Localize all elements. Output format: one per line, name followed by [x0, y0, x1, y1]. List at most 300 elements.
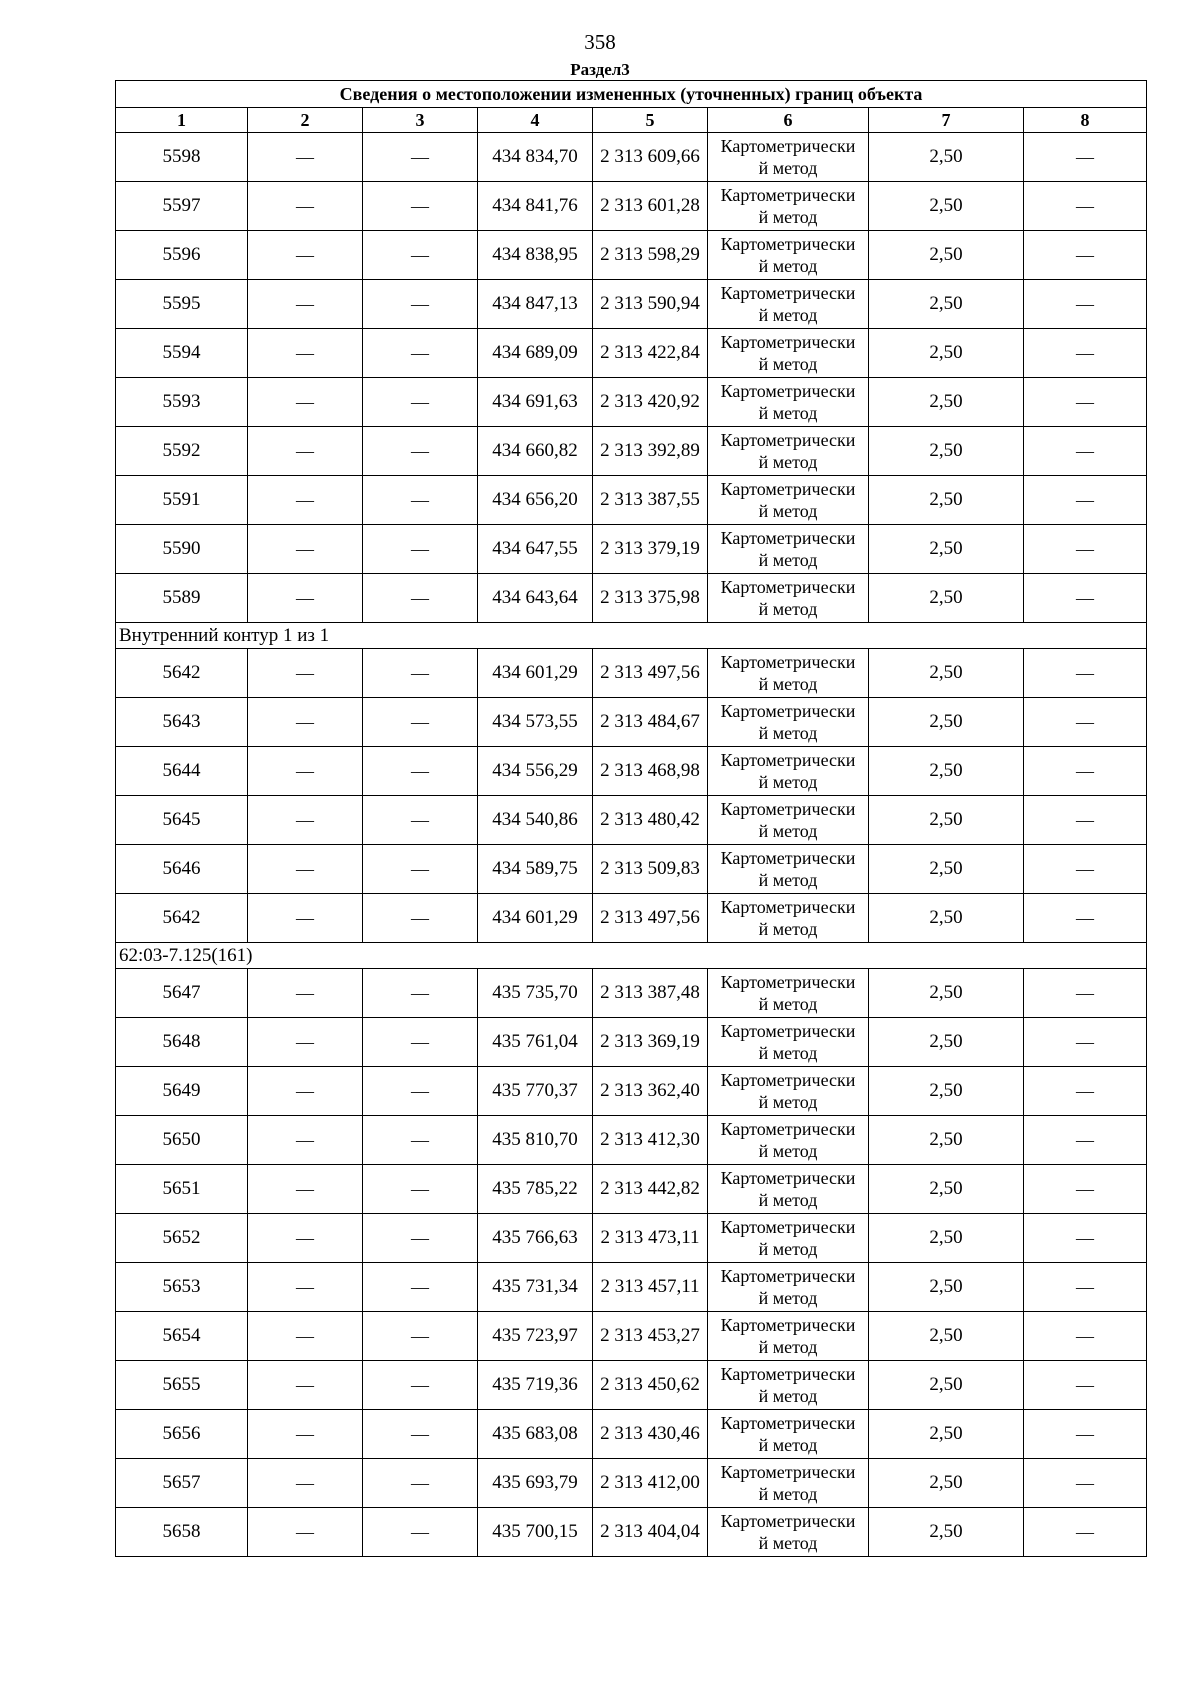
table-row: [116, 329, 1147, 378]
x-coordinate-cell: 434 691,63: [478, 378, 593, 427]
table-row: [116, 747, 1147, 796]
method-text-line2: й метод: [758, 452, 818, 472]
dash-cell: —: [1024, 1361, 1147, 1410]
method-text-line2: й метод: [758, 403, 818, 423]
dash-cell: —: [363, 525, 478, 574]
point-number-cell: 5650: [116, 1116, 248, 1165]
dash-cell: —: [248, 1018, 363, 1067]
method-text-line2: й метод: [758, 723, 818, 743]
method-text-line1: Картометрически: [720, 479, 856, 499]
method-text-line1: Картометрически: [720, 1217, 856, 1237]
y-coordinate-cell: 2 313 369,19: [593, 1018, 708, 1067]
y-coordinate-cell: 2 313 509,83: [593, 845, 708, 894]
method-cell: [708, 1067, 869, 1116]
dash-cell: —: [363, 1459, 478, 1508]
point-number-cell: 5592: [116, 427, 248, 476]
x-coordinate-cell: 435 723,97: [478, 1312, 593, 1361]
table-row: [116, 1165, 1147, 1214]
y-coordinate-cell: 2 313 379,19: [593, 525, 708, 574]
dash-cell: —: [248, 796, 363, 845]
method-text-line2: й метод: [758, 994, 818, 1014]
method-text-line2: й метод: [758, 1141, 818, 1161]
contour-group-row: [116, 943, 1147, 969]
method-cell: [708, 231, 869, 280]
method-text-line1: Картометрически: [720, 234, 856, 254]
dash-cell: —: [363, 1410, 478, 1459]
y-coordinate-cell: 2 313 480,42: [593, 796, 708, 845]
point-number-cell: 5642: [116, 649, 248, 698]
method-cell: [708, 476, 869, 525]
point-number-cell: 5648: [116, 1018, 248, 1067]
accuracy-cell: 2,50: [869, 1508, 1024, 1557]
dash-cell: —: [248, 231, 363, 280]
y-coordinate-cell: 2 313 404,04: [593, 1508, 708, 1557]
table-row: [116, 1263, 1147, 1312]
column-number: 6: [708, 108, 869, 133]
dash-cell: —: [363, 845, 478, 894]
method-text-line1: Картометрически: [720, 1168, 856, 1188]
dash-cell: —: [248, 845, 363, 894]
point-number-cell: 5590: [116, 525, 248, 574]
accuracy-cell: 2,50: [869, 1116, 1024, 1165]
dash-cell: —: [363, 1361, 478, 1410]
dash-cell: —: [248, 182, 363, 231]
method-text-line2: й метод: [758, 919, 818, 939]
method-text-line2: й метод: [758, 1484, 818, 1504]
dash-cell: —: [1024, 698, 1147, 747]
x-coordinate-cell: 434 660,82: [478, 427, 593, 476]
table-row: [116, 845, 1147, 894]
dash-cell: —: [1024, 574, 1147, 623]
method-cell: [708, 1116, 869, 1165]
accuracy-cell: 2,50: [869, 1459, 1024, 1508]
dash-cell: —: [363, 1508, 478, 1557]
y-coordinate-cell: 2 313 362,40: [593, 1067, 708, 1116]
dash-cell: —: [1024, 1165, 1147, 1214]
dash-cell: —: [363, 649, 478, 698]
table-row: [116, 427, 1147, 476]
point-number-cell: 5643: [116, 698, 248, 747]
method-text-line2: й метод: [758, 207, 818, 227]
column-number: 5: [593, 108, 708, 133]
method-cell: [708, 796, 869, 845]
x-coordinate-cell: 434 601,29: [478, 894, 593, 943]
method-text-line1: Картометрически: [720, 897, 856, 917]
method-text-line1: Картометрически: [720, 332, 856, 352]
column-number-row: [116, 108, 1147, 133]
dash-cell: —: [248, 1361, 363, 1410]
x-coordinate-cell: 434 689,09: [478, 329, 593, 378]
dash-cell: —: [363, 1116, 478, 1165]
accuracy-cell: 2,50: [869, 1165, 1024, 1214]
table-title-row: [116, 81, 1147, 108]
y-coordinate-cell: 2 313 497,56: [593, 649, 708, 698]
x-coordinate-cell: 435 683,08: [478, 1410, 593, 1459]
table-row: [116, 1214, 1147, 1263]
accuracy-cell: 2,50: [869, 329, 1024, 378]
method-text-line1: Картометрически: [720, 1021, 856, 1041]
point-number-cell: 5593: [116, 378, 248, 427]
contour-group-label: 62:03-7.125(161): [116, 943, 1147, 969]
dash-cell: —: [248, 574, 363, 623]
table-row: [116, 378, 1147, 427]
method-cell: [708, 845, 869, 894]
dash-cell: —: [363, 1165, 478, 1214]
y-coordinate-cell: 2 313 453,27: [593, 1312, 708, 1361]
method-text-line2: й метод: [758, 821, 818, 841]
accuracy-cell: 2,50: [869, 1263, 1024, 1312]
method-cell: [708, 747, 869, 796]
table-row: [116, 1312, 1147, 1361]
table-row: [116, 476, 1147, 525]
accuracy-cell: 2,50: [869, 133, 1024, 182]
dash-cell: —: [1024, 427, 1147, 476]
dash-cell: —: [363, 747, 478, 796]
method-text-line1: Картометрически: [720, 185, 856, 205]
dash-cell: —: [248, 1116, 363, 1165]
accuracy-cell: 2,50: [869, 476, 1024, 525]
y-coordinate-cell: 2 313 420,92: [593, 378, 708, 427]
dash-cell: —: [363, 1263, 478, 1312]
method-cell: [708, 1361, 869, 1410]
dash-cell: —: [1024, 1459, 1147, 1508]
accuracy-cell: 2,50: [869, 1018, 1024, 1067]
column-number: 7: [869, 108, 1024, 133]
accuracy-cell: 2,50: [869, 1410, 1024, 1459]
point-number-cell: 5591: [116, 476, 248, 525]
dash-cell: —: [363, 1312, 478, 1361]
x-coordinate-cell: 434 556,29: [478, 747, 593, 796]
method-text-line2: й метод: [758, 1533, 818, 1553]
method-text-line1: Картометрически: [720, 528, 856, 548]
accuracy-cell: 2,50: [869, 525, 1024, 574]
table-row: [116, 574, 1147, 623]
y-coordinate-cell: 2 313 430,46: [593, 1410, 708, 1459]
method-text-line1: Картометрически: [720, 1364, 856, 1384]
y-coordinate-cell: 2 313 609,66: [593, 133, 708, 182]
accuracy-cell: 2,50: [869, 698, 1024, 747]
method-cell: [708, 1263, 869, 1312]
method-cell: [708, 1018, 869, 1067]
method-text-line2: й метод: [758, 158, 818, 178]
table-row: [116, 796, 1147, 845]
method-text-line1: Картометрически: [720, 972, 856, 992]
method-text-line1: Картометрически: [720, 430, 856, 450]
method-cell: [708, 1508, 869, 1557]
y-coordinate-cell: 2 313 473,11: [593, 1214, 708, 1263]
table-row: [116, 969, 1147, 1018]
column-number: 2: [248, 108, 363, 133]
column-number: 3: [363, 108, 478, 133]
y-coordinate-cell: 2 313 387,48: [593, 969, 708, 1018]
dash-cell: —: [363, 894, 478, 943]
method-cell: [708, 698, 869, 747]
y-coordinate-cell: 2 313 375,98: [593, 574, 708, 623]
dash-cell: —: [363, 574, 478, 623]
dash-cell: —: [1024, 845, 1147, 894]
method-text-line1: Картометрически: [720, 1119, 856, 1139]
method-text-line2: й метод: [758, 256, 818, 276]
table-row: [116, 231, 1147, 280]
x-coordinate-cell: 435 735,70: [478, 969, 593, 1018]
point-number-cell: 5589: [116, 574, 248, 623]
point-number-cell: 5654: [116, 1312, 248, 1361]
dash-cell: —: [248, 969, 363, 1018]
method-text-line2: й метод: [758, 1092, 818, 1112]
method-cell: [708, 574, 869, 623]
accuracy-cell: 2,50: [869, 1214, 1024, 1263]
method-cell: [708, 525, 869, 574]
dash-cell: —: [248, 1067, 363, 1116]
y-coordinate-cell: 2 313 590,94: [593, 280, 708, 329]
dash-cell: —: [248, 476, 363, 525]
dash-cell: —: [248, 427, 363, 476]
dash-cell: —: [248, 894, 363, 943]
dash-cell: —: [248, 1459, 363, 1508]
accuracy-cell: 2,50: [869, 280, 1024, 329]
accuracy-cell: 2,50: [869, 1312, 1024, 1361]
table-row: [116, 649, 1147, 698]
table-title: Сведения о местоположении измененных (уточненных) границ объекта: [116, 81, 1147, 108]
method-text-line2: й метод: [758, 550, 818, 570]
method-text-line1: Картометрически: [720, 577, 856, 597]
dash-cell: —: [363, 231, 478, 280]
method-text-line2: й метод: [758, 501, 818, 521]
point-number-cell: 5595: [116, 280, 248, 329]
y-coordinate-cell: 2 313 412,00: [593, 1459, 708, 1508]
y-coordinate-cell: 2 313 457,11: [593, 1263, 708, 1312]
table-row: [116, 698, 1147, 747]
method-text-line1: Картометрически: [720, 1070, 856, 1090]
point-number-cell: 5644: [116, 747, 248, 796]
dash-cell: —: [1024, 894, 1147, 943]
table-body: [116, 133, 1147, 1557]
y-coordinate-cell: 2 313 392,89: [593, 427, 708, 476]
dash-cell: —: [1024, 1214, 1147, 1263]
dash-cell: —: [1024, 969, 1147, 1018]
dash-cell: —: [248, 1508, 363, 1557]
dash-cell: —: [363, 182, 478, 231]
contour-group-row: [116, 623, 1147, 649]
point-number-cell: 5657: [116, 1459, 248, 1508]
column-number: 1: [116, 108, 248, 133]
method-cell: [708, 1214, 869, 1263]
point-number-cell: 5597: [116, 182, 248, 231]
accuracy-cell: 2,50: [869, 231, 1024, 280]
method-text-line2: й метод: [758, 1190, 818, 1210]
x-coordinate-cell: 434 643,64: [478, 574, 593, 623]
point-number-cell: 5642: [116, 894, 248, 943]
point-number-cell: 5645: [116, 796, 248, 845]
dash-cell: —: [1024, 1018, 1147, 1067]
point-number-cell: 5647: [116, 969, 248, 1018]
method-text-line1: Картометрически: [720, 1511, 856, 1531]
method-cell: [708, 427, 869, 476]
method-text-line2: й метод: [758, 1043, 818, 1063]
method-text-line1: Картометрически: [720, 1266, 856, 1286]
method-cell: [708, 280, 869, 329]
x-coordinate-cell: 434 601,29: [478, 649, 593, 698]
y-coordinate-cell: 2 313 598,29: [593, 231, 708, 280]
dash-cell: —: [248, 1165, 363, 1214]
table-row: [116, 133, 1147, 182]
y-coordinate-cell: 2 313 484,67: [593, 698, 708, 747]
point-number-cell: 5596: [116, 231, 248, 280]
method-text-line2: й метод: [758, 1239, 818, 1259]
dash-cell: —: [1024, 1263, 1147, 1312]
table-row: [116, 1018, 1147, 1067]
accuracy-cell: 2,50: [869, 747, 1024, 796]
dash-cell: —: [363, 427, 478, 476]
accuracy-cell: 2,50: [869, 649, 1024, 698]
x-coordinate-cell: 435 810,70: [478, 1116, 593, 1165]
dash-cell: —: [1024, 280, 1147, 329]
method-text-line2: й метод: [758, 1435, 818, 1455]
y-coordinate-cell: 2 313 422,84: [593, 329, 708, 378]
dash-cell: —: [248, 649, 363, 698]
method-text-line2: й метод: [758, 870, 818, 890]
method-cell: [708, 1165, 869, 1214]
x-coordinate-cell: 434 841,76: [478, 182, 593, 231]
method-text-line1: Картометрически: [720, 1462, 856, 1482]
table-row: [116, 1116, 1147, 1165]
y-coordinate-cell: 2 313 601,28: [593, 182, 708, 231]
x-coordinate-cell: 435 693,79: [478, 1459, 593, 1508]
accuracy-cell: 2,50: [869, 1361, 1024, 1410]
dash-cell: —: [1024, 1410, 1147, 1459]
coordinates-table: [115, 80, 1147, 1557]
dash-cell: —: [363, 280, 478, 329]
page-number: 358: [584, 30, 616, 54]
dash-cell: —: [248, 280, 363, 329]
x-coordinate-cell: 434 647,55: [478, 525, 593, 574]
dash-cell: —: [248, 329, 363, 378]
dash-cell: —: [1024, 231, 1147, 280]
x-coordinate-cell: 435 770,37: [478, 1067, 593, 1116]
dash-cell: —: [1024, 182, 1147, 231]
x-coordinate-cell: 434 589,75: [478, 845, 593, 894]
table-row: [116, 894, 1147, 943]
x-coordinate-cell: 435 785,22: [478, 1165, 593, 1214]
method-cell: [708, 378, 869, 427]
dash-cell: —: [363, 133, 478, 182]
y-coordinate-cell: 2 313 412,30: [593, 1116, 708, 1165]
column-number: 4: [478, 108, 593, 133]
dash-cell: —: [248, 1214, 363, 1263]
method-text-line1: Картометрически: [720, 750, 856, 770]
method-text-line2: й метод: [758, 1337, 818, 1357]
y-coordinate-cell: 2 313 497,56: [593, 894, 708, 943]
point-number-cell: 5651: [116, 1165, 248, 1214]
method-cell: [708, 1410, 869, 1459]
table-row: [116, 1410, 1147, 1459]
dash-cell: —: [1024, 1312, 1147, 1361]
x-coordinate-cell: 434 847,13: [478, 280, 593, 329]
point-number-cell: 5655: [116, 1361, 248, 1410]
y-coordinate-cell: 2 313 468,98: [593, 747, 708, 796]
dash-cell: —: [363, 796, 478, 845]
dash-cell: —: [248, 747, 363, 796]
x-coordinate-cell: 434 838,95: [478, 231, 593, 280]
dash-cell: —: [363, 969, 478, 1018]
dash-cell: —: [248, 698, 363, 747]
accuracy-cell: 2,50: [869, 845, 1024, 894]
x-coordinate-cell: 435 761,04: [478, 1018, 593, 1067]
x-coordinate-cell: 435 700,15: [478, 1508, 593, 1557]
dash-cell: —: [1024, 525, 1147, 574]
table-row: [116, 1508, 1147, 1557]
dash-cell: —: [1024, 1116, 1147, 1165]
method-text-line2: й метод: [758, 1386, 818, 1406]
dash-cell: —: [363, 698, 478, 747]
dash-cell: —: [1024, 747, 1147, 796]
point-number-cell: 5598: [116, 133, 248, 182]
method-cell: [708, 649, 869, 698]
dash-cell: —: [248, 378, 363, 427]
method-text-line1: Картометрически: [720, 701, 856, 721]
y-coordinate-cell: 2 313 442,82: [593, 1165, 708, 1214]
section-label: Раздел3: [570, 60, 630, 79]
dash-cell: —: [363, 1214, 478, 1263]
table-row: [116, 182, 1147, 231]
contour-group-label: Внутренний контур 1 из 1: [116, 623, 1147, 649]
x-coordinate-cell: 434 656,20: [478, 476, 593, 525]
dash-cell: —: [248, 1263, 363, 1312]
dash-cell: —: [248, 1312, 363, 1361]
point-number-cell: 5658: [116, 1508, 248, 1557]
x-coordinate-cell: 435 731,34: [478, 1263, 593, 1312]
method-text-line2: й метод: [758, 1288, 818, 1308]
dash-cell: —: [1024, 796, 1147, 845]
x-coordinate-cell: 434 834,70: [478, 133, 593, 182]
table-row: [116, 1361, 1147, 1410]
point-number-cell: 5646: [116, 845, 248, 894]
accuracy-cell: 2,50: [869, 969, 1024, 1018]
y-coordinate-cell: 2 313 387,55: [593, 476, 708, 525]
dash-cell: —: [363, 1067, 478, 1116]
table-row: [116, 525, 1147, 574]
accuracy-cell: 2,50: [869, 574, 1024, 623]
y-coordinate-cell: 2 313 450,62: [593, 1361, 708, 1410]
dash-cell: —: [1024, 1508, 1147, 1557]
point-number-cell: 5649: [116, 1067, 248, 1116]
dash-cell: —: [363, 329, 478, 378]
accuracy-cell: 2,50: [869, 796, 1024, 845]
x-coordinate-cell: 434 540,86: [478, 796, 593, 845]
x-coordinate-cell: 434 573,55: [478, 698, 593, 747]
method-text-line1: Картометрически: [720, 1413, 856, 1433]
method-text-line2: й метод: [758, 674, 818, 694]
method-cell: [708, 969, 869, 1018]
method-text-line1: Картометрически: [720, 848, 856, 868]
accuracy-cell: 2,50: [869, 894, 1024, 943]
method-text-line1: Картометрически: [720, 136, 856, 156]
dash-cell: —: [1024, 378, 1147, 427]
point-number-cell: 5652: [116, 1214, 248, 1263]
method-text-line2: й метод: [758, 305, 818, 325]
dash-cell: —: [248, 1410, 363, 1459]
point-number-cell: 5656: [116, 1410, 248, 1459]
method-cell: [708, 894, 869, 943]
method-cell: [708, 1459, 869, 1508]
accuracy-cell: 2,50: [869, 182, 1024, 231]
method-text-line2: й метод: [758, 354, 818, 374]
method-text-line1: Картометрически: [720, 799, 856, 819]
method-text-line1: Картометрически: [720, 652, 856, 672]
dash-cell: —: [248, 525, 363, 574]
table-row: [116, 280, 1147, 329]
accuracy-cell: 2,50: [869, 378, 1024, 427]
